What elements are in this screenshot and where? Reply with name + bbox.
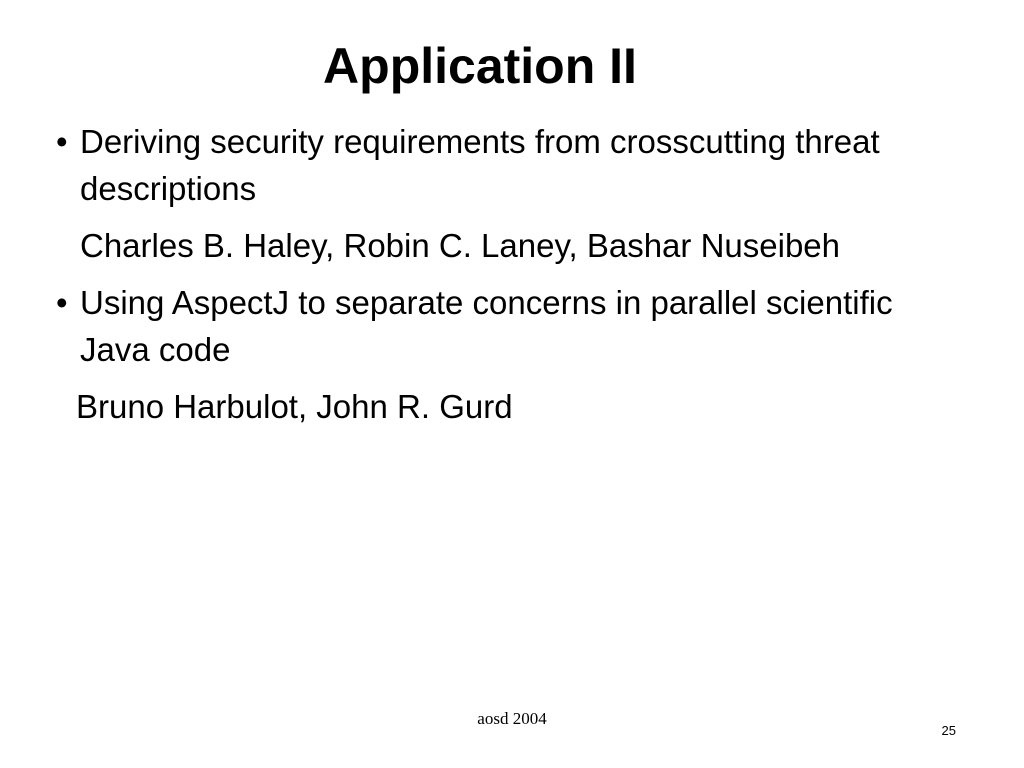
- bullet-item: [56, 118, 956, 212]
- bullet-item: [56, 279, 956, 373]
- slide-title: Application II: [323, 38, 637, 94]
- page-number: 25: [941, 723, 956, 738]
- paper-title: Deriving security requirements from crosscutting threat descriptions: [80, 123, 880, 207]
- paper-authors: Bruno Harbulot, John R. Gurd: [76, 388, 513, 425]
- paper-title: Using AspectJ to separate concerns in parallel scientific Java code: [80, 284, 893, 368]
- bullet-dot: •: [56, 123, 68, 160]
- paper-authors: Charles B. Haley, Robin C. Laney, Bashar Nuseibeh: [80, 227, 840, 264]
- bullet-dot: •: [56, 284, 68, 321]
- footer-text: aosd 2004: [477, 709, 547, 728]
- slide-content: [56, 118, 956, 440]
